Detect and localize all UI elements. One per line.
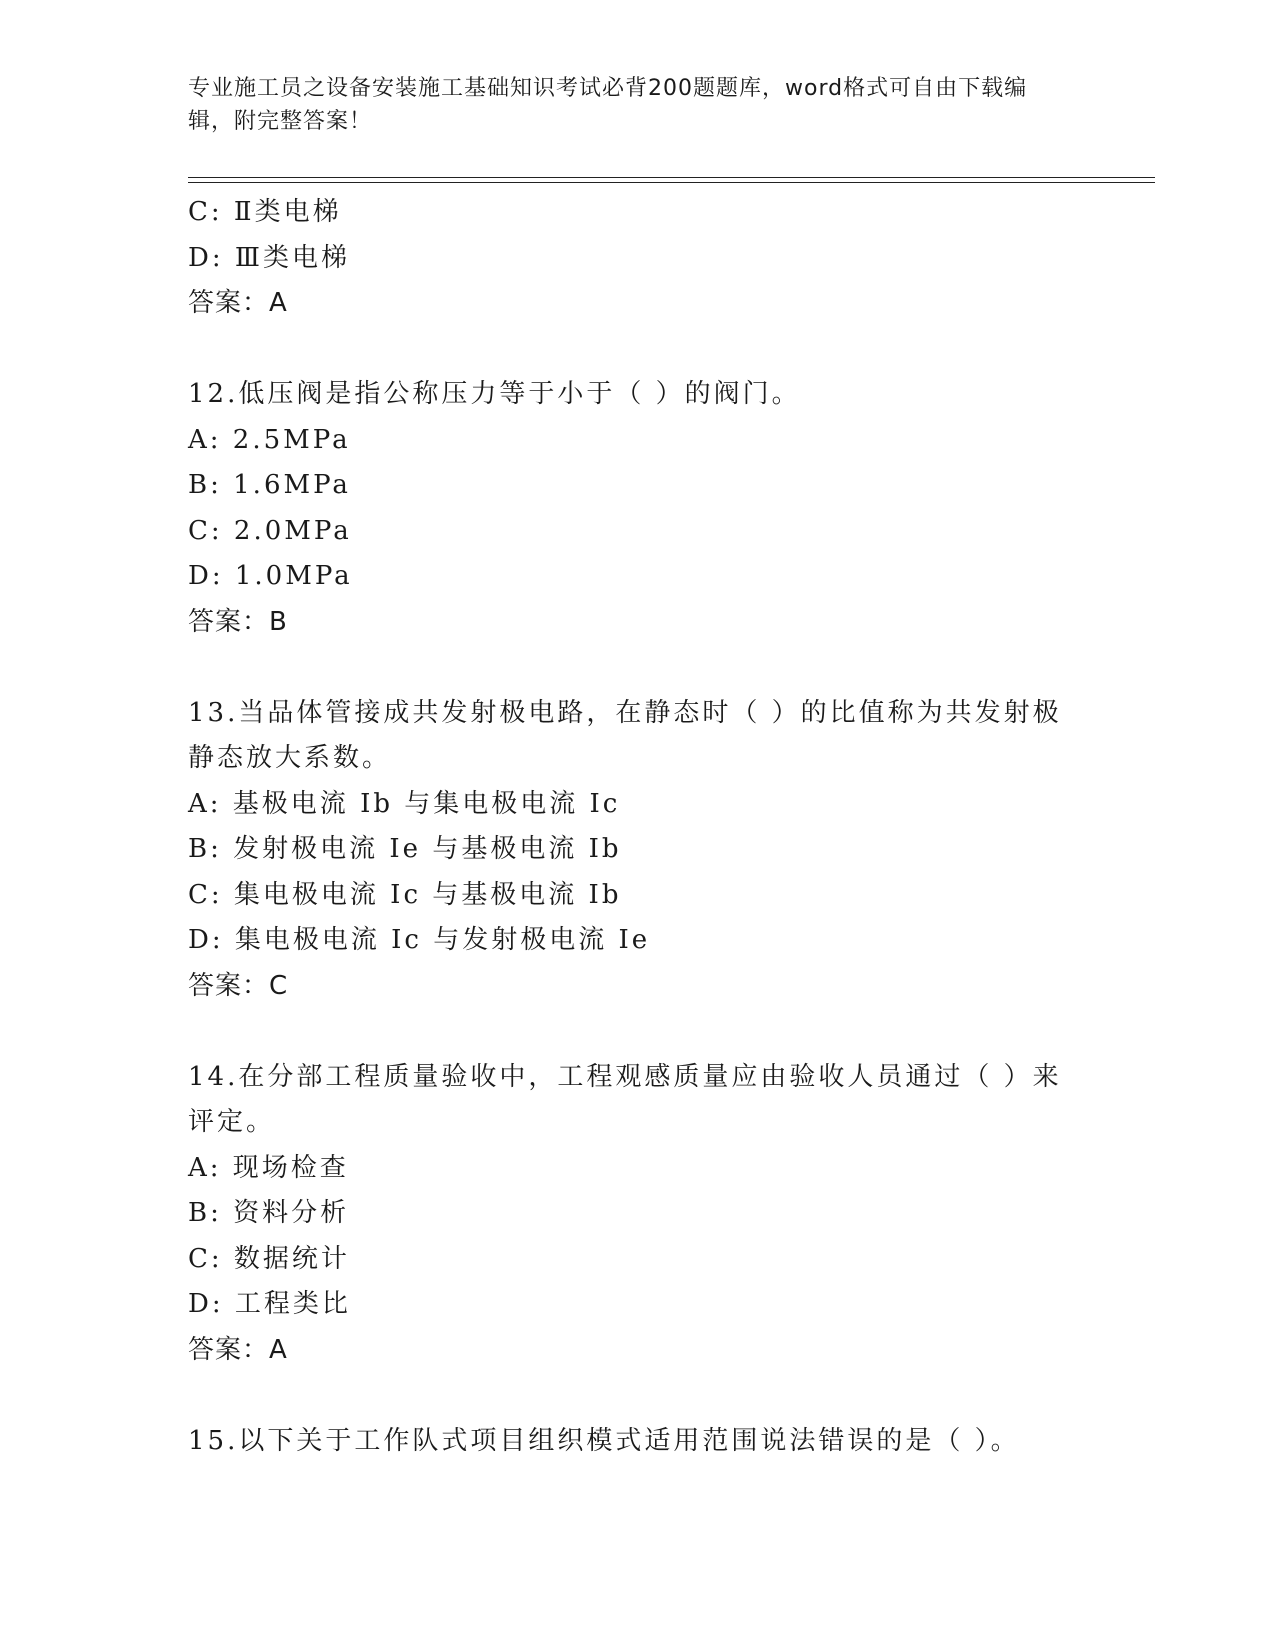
document-header: 专业施工员之设备安装施工基础知识考试必背200题题库，word格式可自由下载编辑，附完整答案！	[188, 76, 1028, 134]
document-body	[188, 190, 1068, 1464]
option-line: D: 工程类比	[188, 1289, 351, 1319]
option-line: B: 发射极电流 Ie 与基极电流 Ib	[188, 834, 622, 864]
option-line: D: 1.0MPa	[188, 561, 353, 591]
answer-line: 答案：C	[188, 970, 289, 1001]
option-line: A: 基极电流 Ib 与集电极电流 Ic	[188, 788, 621, 819]
option-line: D: 集电极电流 Ic 与发射极电流 Ie	[188, 925, 651, 955]
option-line: B: 1.6MPa	[188, 470, 351, 500]
answer-line: 答案：A	[188, 288, 288, 318]
header-divider-bottom	[188, 182, 1155, 183]
header-divider-top	[188, 177, 1155, 178]
option-line: C: 数据统计	[188, 1243, 350, 1274]
option-line: A: 现场检查	[188, 1152, 349, 1183]
answer-line: 答案：B	[188, 606, 288, 637]
option-line: C: Ⅱ类电梯	[188, 197, 342, 227]
answer-line: 答案：A	[188, 1334, 288, 1365]
option-line: D: Ⅲ类电梯	[188, 242, 350, 273]
question-text: 13.当品体管接成共发射极电路，在静态时（ ）的比值称为共发射极静态放大系数。	[188, 697, 1062, 773]
question-text: 14.在分部工程质量验收中，工程观感质量应由验收人员通过（ ）来评定。	[188, 1061, 1062, 1137]
option-line: B: 资料分析	[188, 1198, 350, 1228]
option-line: C: 集电极电流 Ic 与基极电流 Ib	[188, 879, 622, 910]
option-line: A: 2.5MPa	[188, 424, 351, 455]
question-text: 12.低压阀是指公称压力等于小于（ ）的阀门。	[188, 379, 801, 409]
option-line: C: 2.0MPa	[188, 515, 352, 546]
question-text: 15.以下关于工作队式项目组织模式适用范围说法错误的是（ ）。	[188, 1425, 1020, 1456]
